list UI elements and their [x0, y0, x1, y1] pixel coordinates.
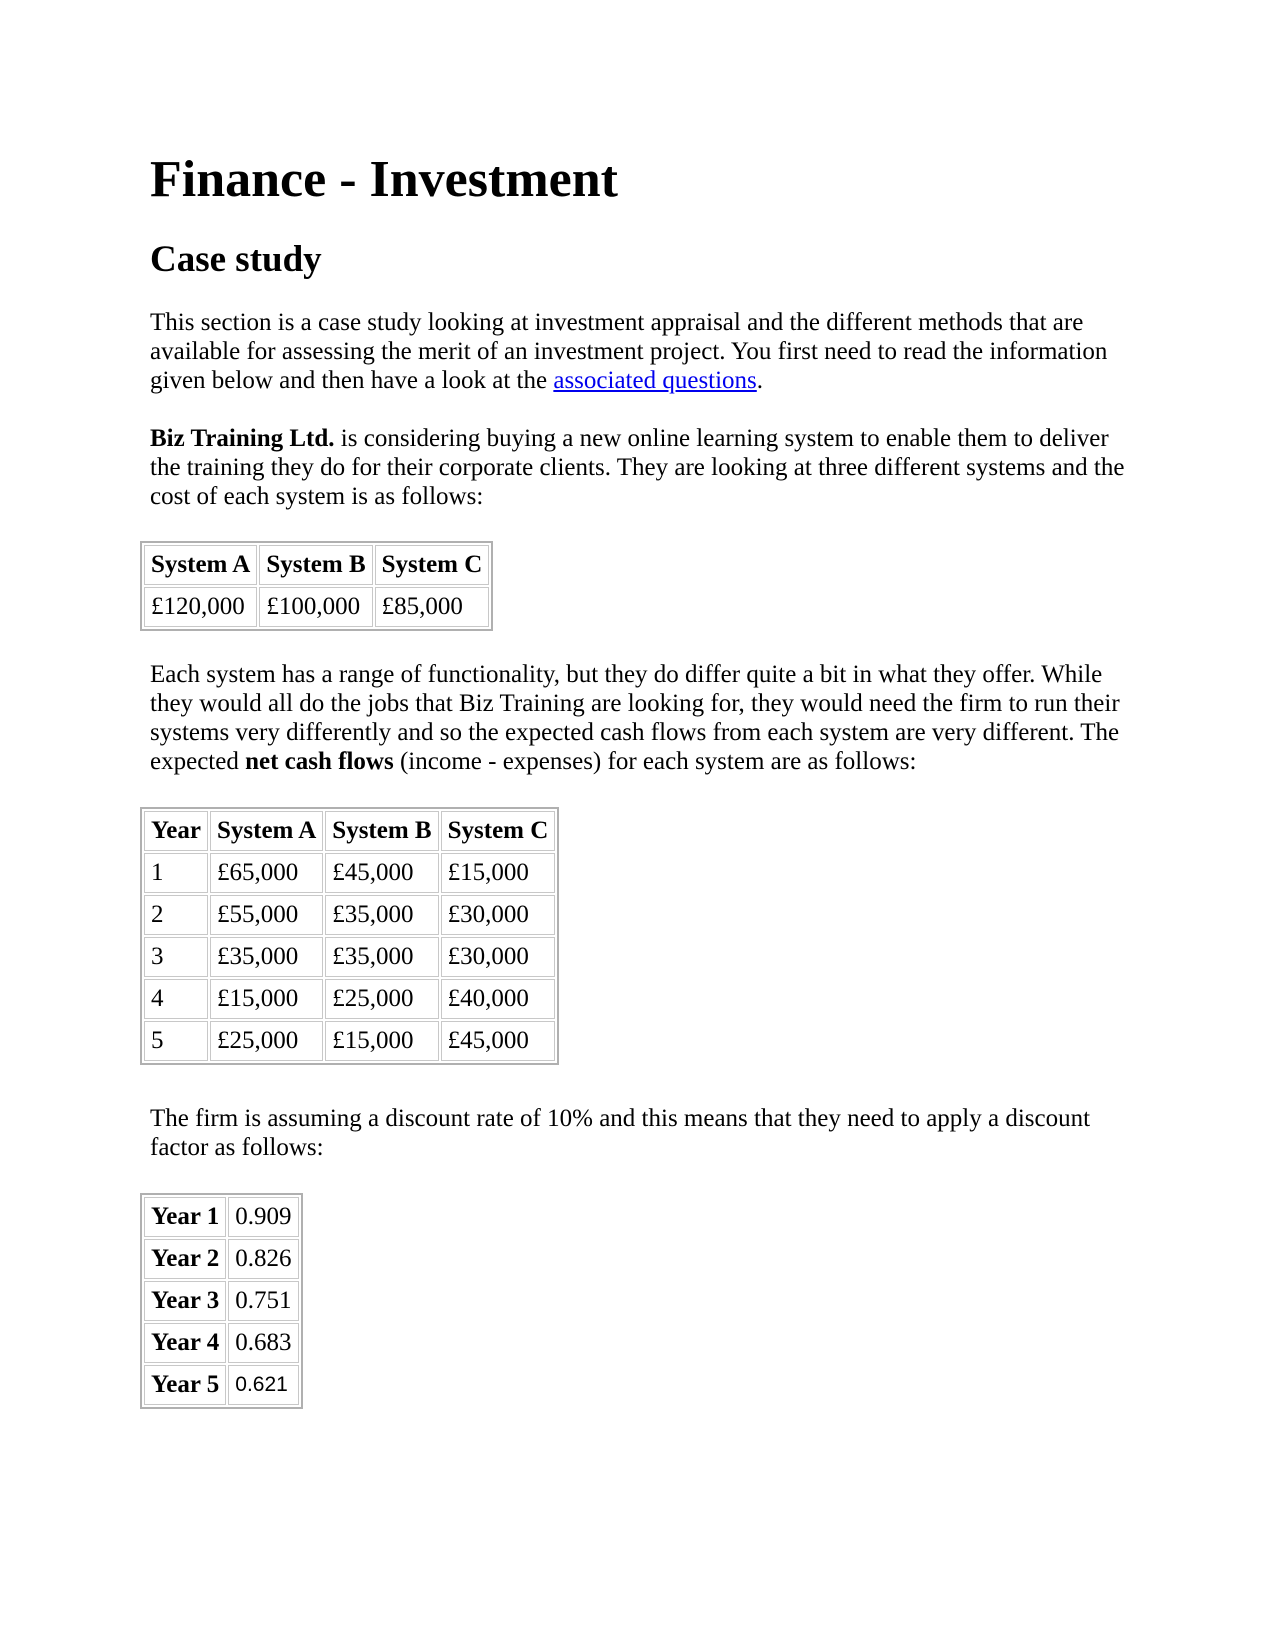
- table-cell: 0.751: [228, 1281, 298, 1321]
- table-header-cell: Year 3: [144, 1281, 226, 1321]
- table-header-cell: System B: [325, 811, 438, 851]
- system-costs-table: [140, 541, 493, 631]
- table-header-cell: Year: [144, 811, 208, 851]
- intro-end: .: [756, 367, 764, 394]
- associated-questions-link[interactable]: associated questions: [553, 367, 757, 394]
- table-header-cell: System A: [210, 811, 323, 851]
- net-cash-flows-term: net cash flows: [245, 748, 394, 775]
- table-cell: 0.621: [228, 1365, 298, 1405]
- table-cell: £30,000: [441, 895, 556, 935]
- table-row: [144, 979, 555, 1019]
- table-row: [144, 853, 555, 893]
- table-cell: 0.826: [228, 1239, 298, 1279]
- flows-text-2: (income - expenses) for each system are as follows:: [393, 748, 917, 775]
- table-cell: £15,000: [210, 979, 323, 1019]
- table-row: [144, 1281, 299, 1321]
- table-row: [144, 587, 489, 627]
- table-header-cell: System A: [144, 545, 257, 585]
- table-cell: £55,000: [210, 895, 323, 935]
- table-row: [144, 1197, 299, 1237]
- table-cell: 2: [144, 895, 208, 935]
- table-header-cell: Year 4: [144, 1323, 226, 1363]
- discount-factor-table: [140, 1193, 303, 1409]
- table-cell: 5: [144, 1021, 208, 1061]
- table-header-cell: System B: [259, 545, 372, 585]
- table-cell: £45,000: [325, 853, 438, 893]
- table-cell: £30,000: [441, 937, 556, 977]
- cash-flows-paragraph: [150, 660, 1125, 776]
- table-header-cell: System C: [441, 811, 556, 851]
- table-header-cell: System C: [375, 545, 490, 585]
- net-cash-flows-table: [140, 807, 559, 1065]
- table-header-cell: Year 5: [144, 1365, 226, 1405]
- table-row: [144, 895, 555, 935]
- table-cell: £45,000: [441, 1021, 556, 1061]
- table-row: [144, 1365, 299, 1405]
- table-cell: £25,000: [210, 1021, 323, 1061]
- table-cell: 4: [144, 979, 208, 1019]
- table-cell: £40,000: [441, 979, 556, 1019]
- table-cell: £15,000: [325, 1021, 438, 1061]
- table-cell: £85,000: [375, 587, 490, 627]
- table-cell: 0.909: [228, 1197, 298, 1237]
- table-cell: £35,000: [210, 937, 323, 977]
- table-cell: £100,000: [259, 587, 372, 627]
- intro-paragraph: [150, 308, 1125, 395]
- intro-text: This section is a case study looking at investment appraisal and the different methods that are available for assessing the merit of an investment project. You first need to read the information given below and then have a look at the: [150, 309, 1108, 394]
- table-cell: 0.683: [228, 1323, 298, 1363]
- table-cell: 1: [144, 853, 208, 893]
- page-title: Finance - Investment: [150, 151, 618, 208]
- biz-text: is considering buying a new online learning system to enable them to deliver the training they do for their corporate clients. They are looking at three different systems and the cost of each system is as follows:: [150, 425, 1125, 510]
- table-row: [144, 1239, 299, 1279]
- biz-paragraph: [150, 424, 1125, 511]
- table-row: [144, 937, 555, 977]
- flows-text-1: Each system has a range of functionality, but they do differ quite a bit in what they offer. While they would all do the jobs that Biz Training are looking for, they would need the firm to run their systems very differently and so the expected cash flows from each system are very different. The expected: [150, 661, 1120, 775]
- table-cell: £120,000: [144, 587, 257, 627]
- table-header-row: [144, 545, 489, 585]
- table-row: [144, 1021, 555, 1061]
- page-subtitle: Case study: [150, 239, 322, 280]
- table-header-row: [144, 811, 555, 851]
- company-name: Biz Training Ltd.: [150, 425, 335, 452]
- table-cell: £15,000: [441, 853, 556, 893]
- table-header-cell: Year 2: [144, 1239, 226, 1279]
- table-header-cell: Year 1: [144, 1197, 226, 1237]
- table-cell: £35,000: [325, 937, 438, 977]
- table-cell: £25,000: [325, 979, 438, 1019]
- table-cell: 3: [144, 937, 208, 977]
- table-cell: £35,000: [325, 895, 438, 935]
- table-row: [144, 1323, 299, 1363]
- table-cell: £65,000: [210, 853, 323, 893]
- discount-paragraph: The firm is assuming a discount rate of 10% and this means that they need to apply a discount factor as follows:: [150, 1105, 1091, 1161]
